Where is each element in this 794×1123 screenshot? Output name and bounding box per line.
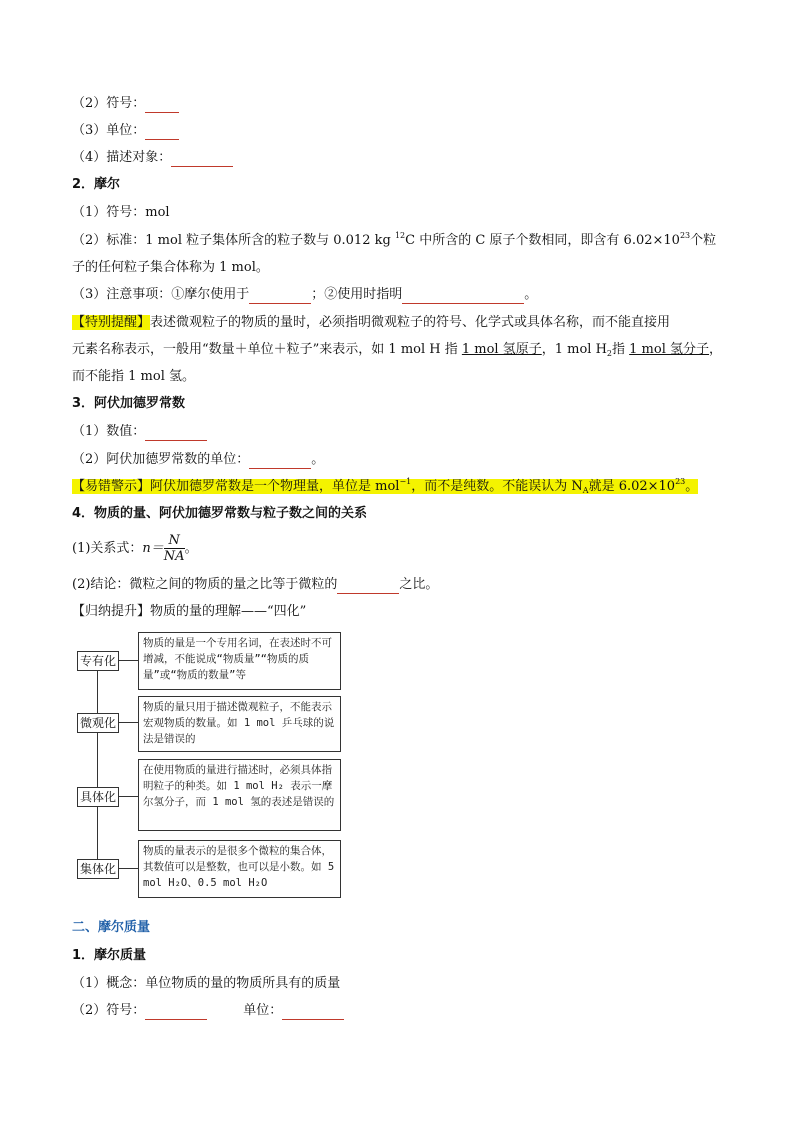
fraction: $\frac{N}{NA}$ <box>163 533 185 564</box>
mole-standard-2: 子的任何粒子集合体称为 1 mol。 <box>72 260 269 275</box>
heading-mole: 2．摩尔 <box>72 177 121 192</box>
summary-heading: 【归纳提升】物质的量的理解——“四化” <box>72 604 307 619</box>
aspect-description: 物质的量表示的是很多个微粒的集合体，其数值可以是整数，也可以是小数。如 5 mol H₂O、0.5 mol H₂O <box>138 840 341 898</box>
heading-molar-mass: 1．摩尔质量 <box>72 948 147 963</box>
aspect-description: 物质的量是一个专用名词，在表述时不可增减，不能说成“物质量”“物质的质量”或“物质的数量”等 <box>138 632 341 690</box>
section-heading: 二、摩尔质量 <box>72 920 151 935</box>
aspect-description: 在使用物质的量进行描述时，必须具体指明粒子的种类。如 1 mol H₂ 表示一摩尔氢分子，而 1 mol 氢的表述是错误的 <box>138 759 341 831</box>
heading-relation: 4．物质的量、阿伏加德罗常数与粒子数之间的关系 <box>72 506 368 521</box>
object-line: （4）描述对象： <box>72 149 233 167</box>
blank[interactable] <box>171 152 233 167</box>
connector <box>118 796 138 797</box>
special-tip-1: 【特别提醒】表述微观粒子的物质的量时，必须指明微观粒子的符号、化学式或具体名称，而不能直接用 <box>72 315 671 330</box>
connector <box>118 868 138 869</box>
blank[interactable] <box>402 289 524 304</box>
connector <box>118 660 138 661</box>
blank[interactable] <box>282 1005 344 1020</box>
aspect-label: 具体化 <box>77 787 119 807</box>
blank[interactable] <box>249 289 311 304</box>
blank[interactable] <box>249 454 311 469</box>
mole-notes: （3）注意事项：①摩尔使用于 ；②使用时指明 。 <box>72 287 538 302</box>
molar-mass-symbol: （2）符号： 单位： <box>72 1002 344 1020</box>
avogadro-unit: （2）阿伏加德罗常数的单位： 。 <box>72 452 325 467</box>
mole-standard-1: （2）标准：1 mol 粒子集体所含的粒子数与 0.012 kg $^{12}$C 中所含的 C 原子个数相同，即含有 $6.02\times 10^{23}$个粒 <box>72 231 717 248</box>
unit-line: （3）单位： <box>72 122 179 140</box>
aspect-description: 物质的量只用于描述微观粒子，不能表示宏观物质的数量。如 1 mol 乒乓球的说法是错误的 <box>138 696 341 752</box>
heading-avogadro: 3．阿伏加德罗常数 <box>72 396 186 411</box>
avogadro-value: （1）数值： <box>72 423 207 441</box>
aspect-label: 微观化 <box>77 713 119 733</box>
special-tip-3: 而不能指 1 mol 氢。 <box>72 369 195 384</box>
blank[interactable] <box>145 1005 207 1020</box>
symbol-line: （2）符号： <box>72 95 179 113</box>
molar-mass-concept: （1）概念：单位物质的量的物质所具有的质量 <box>72 976 341 991</box>
special-tip-2: 元素名称表示，一般用“数量＋单位＋粒子”来表示，如 1 mol H 指 1 mol 氢原子，1 mol $H_2$指 1 mol 氢分子， <box>72 342 723 358</box>
relation-formula: (1)关系式：n＝ $\frac{N}{NA}$ 。 <box>72 533 198 564</box>
blank[interactable] <box>145 125 179 140</box>
aspect-label: 集体化 <box>77 859 119 879</box>
aspect-label: 专有化 <box>77 651 119 671</box>
warning-line: 【易错警示】阿伏加德罗常数是一个物理量，单位是 mol$^{-1}$，而不是纯数。不能误认为 $N_A$就是 $6.02\times 10^{23}$。 <box>72 477 699 495</box>
blank[interactable] <box>145 98 179 113</box>
connector <box>118 722 138 723</box>
relation-conclusion: (2)结论：微粒之间的物质的量之比等于微粒的 之比。 <box>72 577 439 592</box>
connector <box>97 670 98 868</box>
blank[interactable] <box>337 579 399 594</box>
blank[interactable] <box>145 426 207 441</box>
mole-symbol: （1）符号：mol <box>72 205 170 220</box>
